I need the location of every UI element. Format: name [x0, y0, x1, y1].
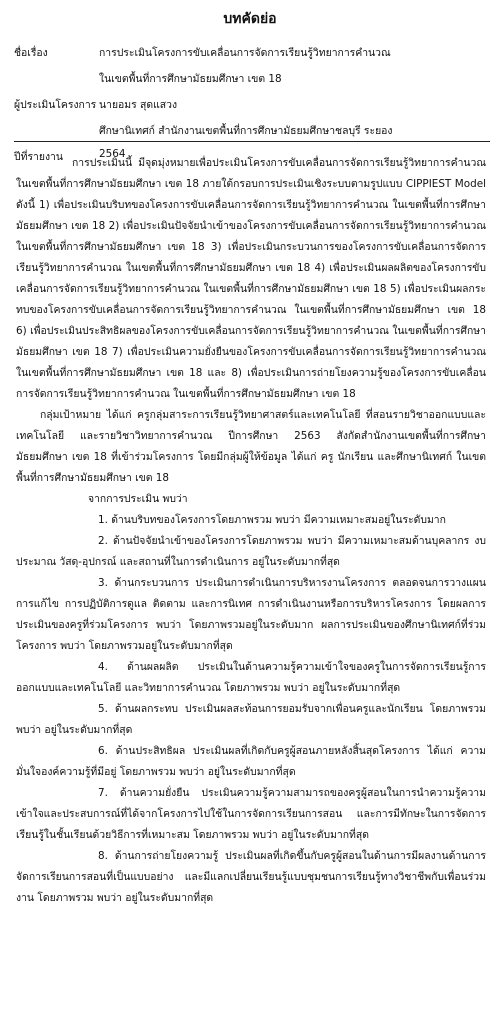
year-label: ปีที่รายงาน	[14, 151, 63, 163]
finding-item: 1. ด้านบริบทของโครงการโดยภาพรวม พบว่า มีความเหมาะสมอยู่ในระดับมาก	[98, 514, 446, 526]
topic-line-2: ในเขตพื้นที่การศึกษามัธยมศึกษา เขต 18	[99, 73, 282, 85]
topic-row	[14, 44, 488, 70]
finding-item: 5. ด้านผลกระทบ ประเมินผลสะท้อนการยอมรับจากเพื่อนครูและนักเรียน โดยภาพรวม พบว่า อยู่ในระดับมากที่สุด	[16, 703, 486, 736]
finding-item: 2. ด้านปัจจัยนำเข้าของโครงการโดยภาพรวม พบว่า มีความเหมาะสมด้านบุคลากร งบประมาณ วัสดุ-อุปกรณ์ และสถานที่ในการดำเนินการ อยู่ในระดับมากที่สุด	[16, 535, 486, 568]
topic-line-1: การประเมินโครงการขับเคลื่อนการจัดการเรียนรู้วิทยาการคำนวณ	[99, 47, 391, 59]
evaluator-position: ศึกษานิเทศก์ สำนักงานเขตพื้นที่การศึกษามัธยมศึกษาชลบุรี ระยอง	[99, 125, 393, 137]
target-group-paragraph: กลุ่มเป้าหมาย ได้แก่ ครูกลุ่มสาระการเรียนรู้วิทยาศาสตร์และเทคโนโลยี ที่สอนรายวิชาออกแบบและเทคโนโลยี และรายวิชาวิทยาการคำนวณ ปีการศึกษา 2563 สังกัดสำนักงานเขตพื้นที่การศึกษามัธยมศึกษา เขต 18 ที่เข้าร่วมโครงการ โดยมีกลุ่มผู้ให้ข้อมูล ได้แก่ ครู นักเรียน และศึกษานิเทศก์ ในเขตพื้นที่การศึกษามัธยมศึกษา เขต 18	[16, 409, 486, 484]
findings-heading: จากการประเมิน พบว่า	[88, 493, 188, 505]
finding-item: 7. ด้านความยั่งยืน ประเมินความรู้ความสามารถของครูผู้สอนในการนำความรู้ความเข้าใจและประสบการณ์ที่ได้จากโครงการไปใช้ในการจัดการเรียนการสอน และการมีทักษะในการจัดการเรียนรู้ในชั้นเรียนด้วยวิธีการที่เหมาะสม โดยภาพรวม พบว่า อยู่ในระดับมากที่สุด	[16, 787, 486, 841]
finding-item: 8. ด้านการถ่ายโยงความรู้ ประเมินผลที่เกิดขึ้นกับครูผู้สอนในด้านการมีผลงานด้านการจัดการเรียนการสอนที่เป็นแบบอย่าง และมีแลกเปลี่ยนเรียนรู้แบบชุมชนการเรียนรู้ทางวิชาชีพกับเพื่อนร่วมงาน โดยภาพรวม พบว่า อยู่ในระดับมากที่สุด	[16, 850, 486, 904]
finding-item: 6. ด้านประสิทธิผล ประเมินผลที่เกิดกับครูผู้สอนภายหลังสิ้นสุดโครงการ ได้แก่ ความมั่นใจองค์ความรู้ที่มีอยู่ โดยภาพรวม พบว่า อยู่ในระดับมากที่สุด	[16, 745, 486, 778]
evaluator-row	[14, 96, 488, 122]
topic-label: ชื่อเรื่อง	[14, 47, 48, 59]
objective-paragraph: การประเมินนี้ มีจุดมุ่งหมายเพื่อประเมินโครงการขับเคลื่อนการจัดการเรียนรู้วิทยาการคำนวณ ในเขตพื้นที่การศึกษามัธยมศึกษา เขต 18 ภายใต้กรอบการประเมินเชิงระบบตามรูปแบบ CIPPIEST Model ดังนี้ 1) เพื่อประเมินบริบทของโครงการขับเคลื่อนการจัดการเรียนรู้วิทยาการคำนวณ ในเขตพื้นที่การศึกษามัธยมศึกษา เขต 18 2) เพื่อประเมินปัจจัยนำเข้าของโครงการขับเคลื่อนการจัดการเรียนรู้วิทยาการคำนวณ ในเขตพื้นที่การศึกษามัธยมศึกษา เขต 18 3) เพื่อประเมินกระบวนการของโครงการขับเคลื่อนการจัดการเรียนรู้วิทยาการคำนวณ ในเขตพื้นที่การศึกษามัธยมศึกษา เขต 18 4) เพื่อประเมินผลผลิตของโครงการขับเคลื่อนการจัดการเรียนรู้วิทยาการคำนวณ ในเขตพื้นที่การศึกษามัธยมศึกษา เขต 18 5) เพื่อประเมินผลกระทบของโครงการขับเคลื่อนการจัดการเรียนรู้วิทยาการคำนวณ ในเขตพื้นที่การศึกษามัธยมศึกษา เขต 18 6) เพื่อประเมินประสิทธิผลของโครงการขับเคลื่อนการจัดการเรียนรู้วิทยาการคำนวณ ในเขตพื้นที่การศึกษามัธยมศึกษา เขต 18 7) เพื่อประเมินความยั่งยืนของโครงการขับเคลื่อนการจัดการเรียนรู้วิทยาการคำนวณ ในเขตพื้นที่การศึกษามัธยมศึกษา เขต 18 และ 8) เพื่อประเมินการถ่ายโยงความรู้ของโครงการขับเคลื่อนการจัดการเรียนรู้วิทยาการคำนวณ ในเขตพื้นที่การศึกษามัธยมศึกษา เขต 18	[16, 157, 486, 400]
page-title: บทคัดย่อ	[223, 11, 277, 27]
topic-row-continued	[14, 70, 488, 96]
abstract-body	[16, 153, 486, 909]
evaluator-label: ผู้ประเมินโครงการ	[14, 99, 97, 111]
separator-line	[14, 141, 490, 142]
evaluator-position-row	[14, 122, 488, 148]
finding-item: 4. ด้านผลผลิต ประเมินในด้านความรู้ความเข้าใจของครูในการจัดการเรียนรู้การออกแบบและเทคโนโลยี และวิทยาการคำนวณ โดยภาพรวม พบว่า อยู่ในระดับมากที่สุด	[16, 661, 486, 694]
year-value: 2564	[99, 148, 126, 160]
finding-item: 3. ด้านกระบวนการ ประเมินการดำเนินการบริหารงานโครงการ ตลอดจนการวางแผน การแก้ไข การปฏิบัติการดูแล ติดตาม และการนิเทศ การดำเนินงานหรือการบริหารโครงการ โดยผลการประเมินของครูที่ร่วมโครงการ พบว่า โดยภาพรวมอยู่ในระดับมาก ผลการประเมินของศึกษานิเทศก์ที่ร่วมโครงการ พบว่า โดยภาพรวมอยู่ในระดับมากที่สุด	[16, 577, 486, 652]
evaluator-name: นายอมร สุดแสวง	[99, 99, 178, 111]
